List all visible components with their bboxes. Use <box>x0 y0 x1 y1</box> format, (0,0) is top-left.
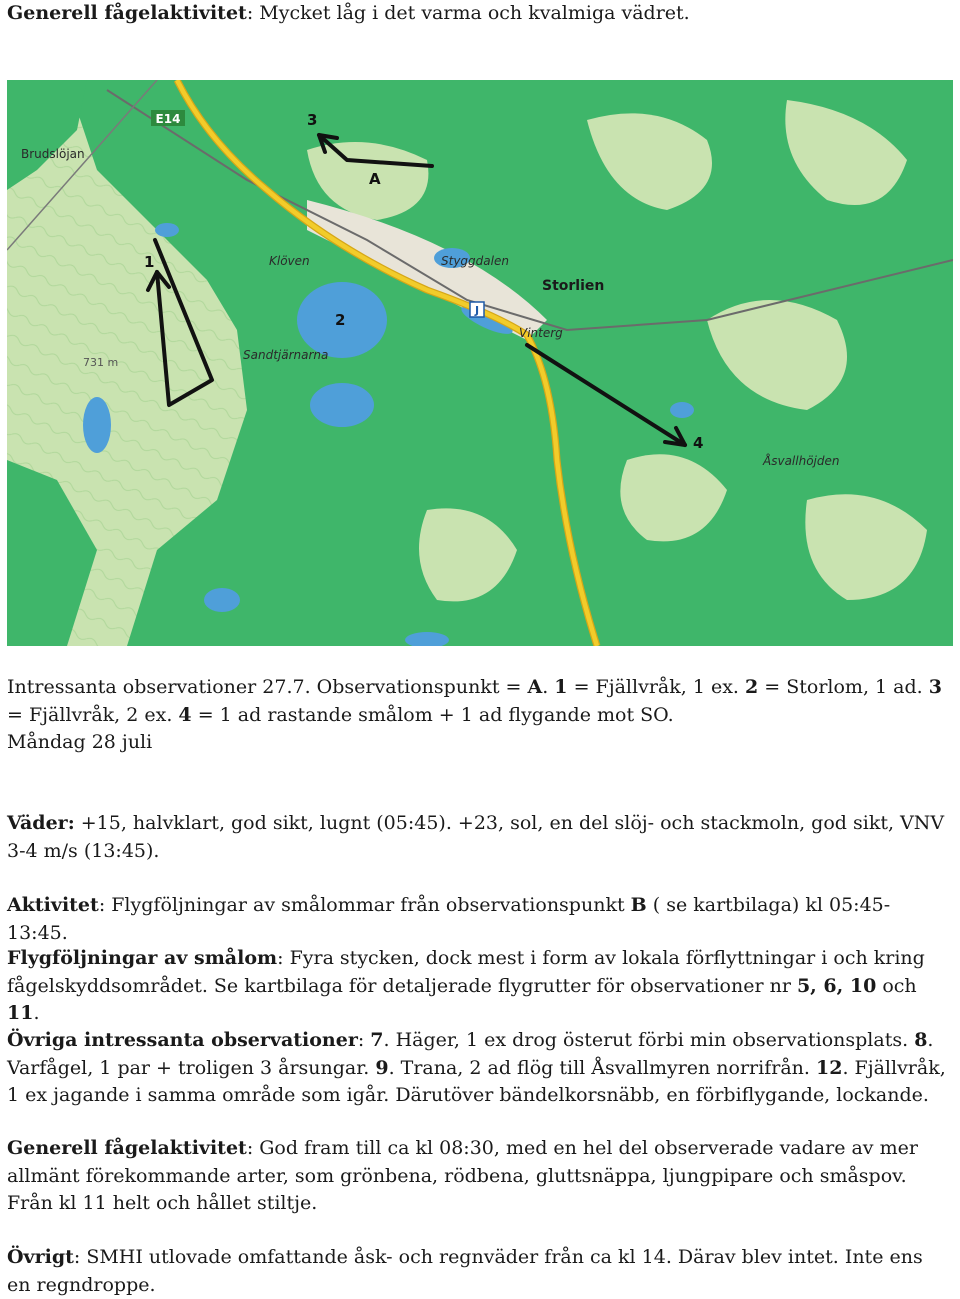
other-observations-paragraph <box>7 1027 947 1110</box>
other-obs-text-4: . Fjällvråk, 1 ex jagande i samma område som igår. Därutöver bändelkorsnäbb, en förbiflygande, lockande. <box>7 1056 946 1106</box>
area-map <box>7 80 953 646</box>
general-activity-top-label: Generell fågelaktivitet <box>7 2 247 24</box>
place-brudslojan: Brudslöjan <box>21 147 85 161</box>
obs-num-2: 2 <box>745 676 759 698</box>
other-obs-num-8: 8 <box>914 1029 928 1051</box>
misc-text: : SMHI utlovade omfattande åsk- och regnväder från ca kl 14. Därav blev intet. Inte ens en regndroppe. <box>7 1246 923 1296</box>
obs-text-2: . <box>542 676 555 698</box>
obs-text-1: Intressanta observationer 27.7. Observationspunkt = <box>7 676 528 698</box>
marker-4: 4 <box>693 434 704 452</box>
tracking-text-1: : Fyra stycken, dock mest i form av lokala förflyttningar i och kring fågelskyddsområdet. Se kartbilaga för detaljerade flygrutter för observationer nr <box>7 947 925 997</box>
other-obs-text-0: : <box>357 1029 371 1051</box>
activity-label: Aktivitet <box>7 894 99 916</box>
general-activity-paragraph <box>7 1135 947 1218</box>
general-text: : God fram till ca kl 08:30, med en hel del observerade vadare av mer allmänt förekommande arter, som grönbena, rödbena, gluttsnäppa, ljungpipare och småspov. Från kl 11 helt och hållet stiltje. <box>7 1137 918 1214</box>
place-elevation: 731 m <box>83 356 119 369</box>
other-obs-text-3: . Trana, 2 ad flög till Åsvallmyren norrifrån. <box>388 1056 816 1079</box>
marker-3: 3 <box>307 111 318 129</box>
obs-text-5: = Fjällvråk, 2 ex. <box>7 703 179 726</box>
misc-paragraph <box>7 1244 947 1299</box>
general-activity-top <box>7 0 947 28</box>
tracking-text-2: och <box>876 974 917 997</box>
other-obs-label: Övriga intressanta observationer <box>7 1029 358 1051</box>
date-text: Måndag 28 juli <box>7 731 153 753</box>
observations-paragraph <box>7 674 947 729</box>
other-obs-text-1: . Häger, 1 ex drog österut förbi min observationsplats. <box>383 1029 915 1051</box>
obs-num-3: 3 <box>928 676 942 698</box>
obs-text-3: = Fjällvråk, 1 ex. <box>567 676 745 698</box>
e14-label: E14 <box>155 112 181 126</box>
tracking-paragraph <box>7 945 947 1028</box>
date-heading <box>7 729 947 757</box>
activity-text-1: : Flygföljningar av smålommar från observationspunkt <box>98 894 631 916</box>
weather-paragraph <box>7 810 947 865</box>
marker-2: 2 <box>335 311 346 329</box>
activity-paragraph <box>7 892 947 947</box>
other-obs-text-2: . Varfågel, 1 par + troligen 3 årsungar. <box>7 1029 934 1079</box>
obs-num-1: 1 <box>554 676 568 698</box>
tracking-text-3: . <box>33 1002 40 1024</box>
activity-text-2: ( se kartbilaga) kl 05:45-13:45. <box>7 894 891 944</box>
place-styggdalen: Styggdalen <box>441 254 509 268</box>
obs-text-4: = Storlom, 1 ad. <box>758 676 929 698</box>
place-sandtjarnarna: Sandtjärnarna <box>243 348 329 362</box>
other-obs-num-12: 12 <box>815 1056 843 1079</box>
place-vinterg: Vinterg <box>519 326 563 340</box>
tracking-nums-1: 5, 6, 10 <box>796 974 877 997</box>
obs-point-a: A <box>527 676 543 698</box>
other-obs-num-9: 9 <box>375 1056 389 1079</box>
marker-1: 1 <box>144 253 155 271</box>
general-activity-top-text: : Mycket låg i det varma och kvalmiga vädret. <box>246 2 690 24</box>
place-kloven: Klöven <box>269 254 310 268</box>
general-label: Generell fågelaktivitet <box>7 1137 247 1159</box>
activity-point-b: B <box>630 894 647 916</box>
other-obs-num-7: 7 <box>370 1029 384 1051</box>
j-marker: J <box>474 304 480 317</box>
weather-label: Väder: <box>7 812 75 834</box>
misc-label: Övrigt <box>7 1246 74 1268</box>
weather-text: +15, halvklart, god sikt, lugnt (05:45). +23, sol, en del slöj- och stackmoln, god sikt, VNV 3-4 m/s (13:45). <box>7 812 945 862</box>
place-asvallhojden: Åsvallhöjden <box>763 454 840 468</box>
tracking-label: Flygföljningar av smålom <box>7 947 278 969</box>
place-storlien: Storlien <box>542 278 605 294</box>
marker-a: A <box>369 170 381 188</box>
tracking-nums-2: 11 <box>7 1002 34 1024</box>
obs-text-6: = 1 ad rastande smålom + 1 ad flygande mot SO. <box>191 703 674 726</box>
obs-num-4: 4 <box>178 703 192 726</box>
